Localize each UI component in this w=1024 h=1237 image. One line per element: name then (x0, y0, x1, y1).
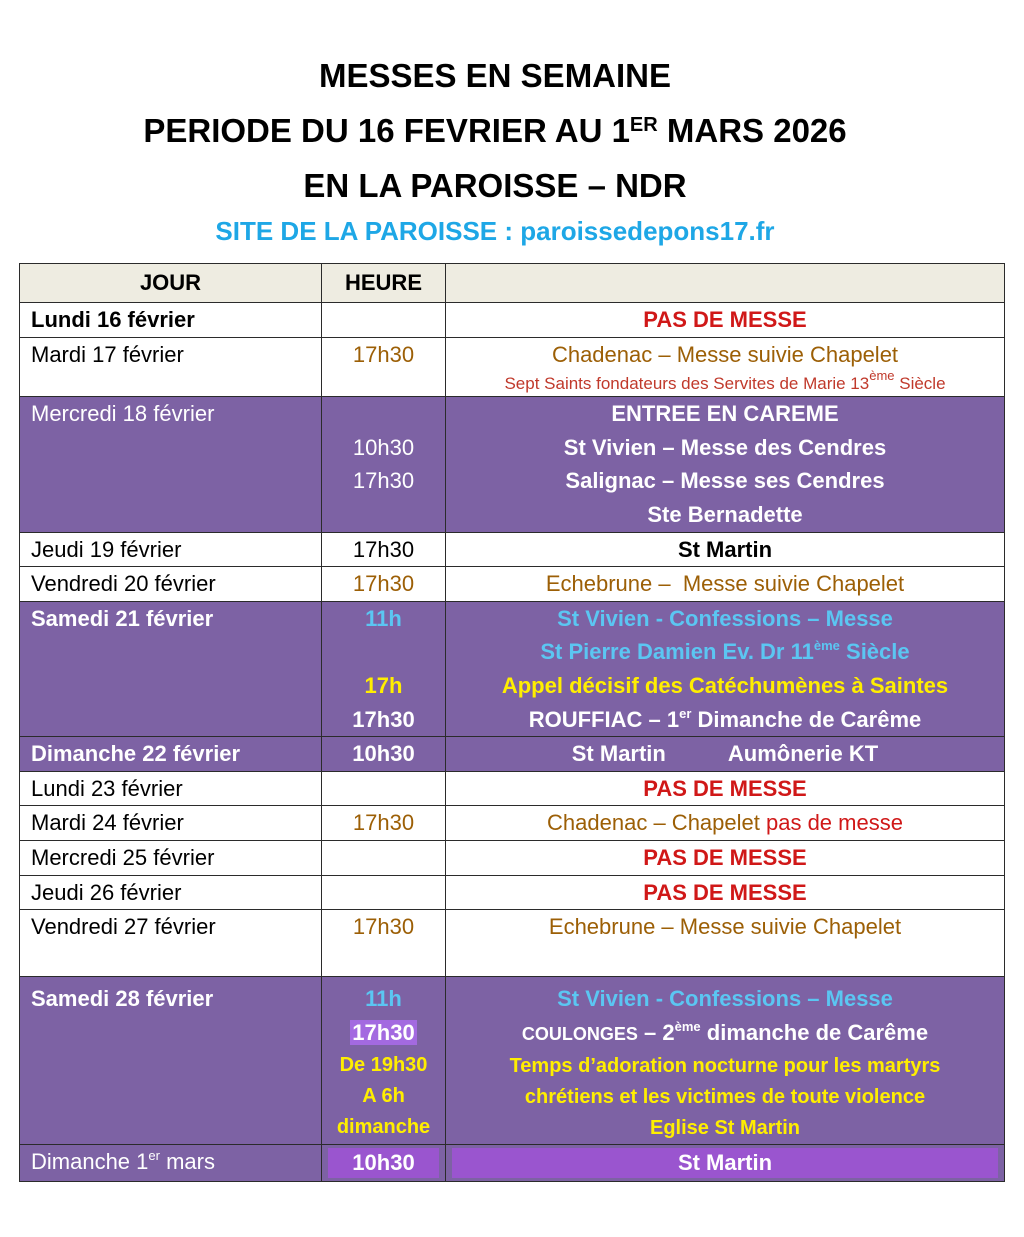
time-cell (322, 303, 446, 338)
event-cell (446, 532, 1005, 567)
event-cell (446, 1144, 1005, 1181)
table-row (20, 1144, 1005, 1181)
time-label: 11h (365, 986, 402, 1012)
time-label: 11h (365, 605, 402, 631)
time-label: A 6h (362, 1084, 405, 1107)
table-row (20, 601, 1005, 736)
table-row (20, 737, 1005, 772)
event-label: Echebrune – Messe suivie Chapelet (545, 571, 905, 597)
event-label: Temps d’adoration nocturne pour les martyrs (509, 1054, 941, 1077)
day-cell (20, 303, 322, 338)
time-label: 17h30 (352, 536, 415, 562)
day-cell (20, 567, 322, 602)
event-label: St Vivien – Messe des Cendres (563, 434, 887, 460)
saint-note (446, 368, 1004, 396)
event-b: pas de messe (765, 810, 903, 836)
day-label: Vendredi 27 février (31, 914, 216, 940)
table-row (20, 977, 1005, 1145)
title-line-2 (0, 103, 990, 158)
event-post: Dimanche de Carême (691, 706, 922, 732)
event-cell (446, 397, 1005, 532)
day-label (31, 1145, 321, 1179)
schedule-table (19, 263, 1005, 1182)
event-pre: St Pierre Damien Ev. Dr 11 (540, 639, 814, 665)
day-label: Jeudi 19 février (31, 536, 182, 562)
table-row (20, 771, 1005, 806)
time-cell (322, 771, 446, 806)
time-label: 17h30 (352, 468, 415, 494)
day-label: Samedi 28 février (31, 986, 214, 1012)
day-label: Mardi 24 février (31, 810, 184, 836)
day-label: Mercredi 25 février (31, 844, 215, 870)
time-cell (322, 840, 446, 875)
event-label (446, 737, 1004, 771)
time-cell (322, 737, 446, 772)
event-label: PAS DE MESSE (643, 775, 807, 801)
table-row (20, 532, 1005, 567)
title-line-2-sup: ER (629, 114, 658, 136)
time-label: dimanche (336, 1115, 431, 1138)
saint-note-pre: Sept Saints fondateurs des Servites de Marie 13 (504, 374, 870, 394)
table-row (20, 567, 1005, 602)
event-label: St Vivien - Confessions – Messe (557, 986, 893, 1012)
time-label: 17h30 (352, 706, 415, 732)
time-cell (322, 806, 446, 841)
time-label: 17h30 (352, 571, 415, 597)
time-label: 10h30 (352, 434, 415, 460)
event-cell (446, 840, 1005, 875)
table-row (20, 303, 1005, 338)
day-cell (20, 806, 322, 841)
event-cell (446, 601, 1005, 736)
event-label: St Martin (452, 1148, 998, 1178)
event-label: Salignac – Messe ses Cendres (565, 468, 885, 494)
table-row (20, 806, 1005, 841)
event-cell (446, 737, 1005, 772)
event-sup: ème (813, 638, 840, 654)
header-event (446, 264, 1005, 303)
title-line-2-pre: PERIODE DU 16 FEVRIER AU 1 (143, 112, 630, 149)
event-label: PAS DE MESSE (643, 307, 807, 332)
time-cell (322, 601, 446, 736)
day-cell (20, 910, 322, 977)
event-mid: – 2 (637, 1019, 675, 1045)
day-label: Lundi 16 février (31, 307, 195, 332)
event-label: Appel décisif des Catéchumènes à Saintes (501, 672, 949, 698)
event-label (446, 635, 1004, 669)
event-cell (446, 567, 1005, 602)
table-row (20, 875, 1005, 910)
time-cell (322, 1144, 446, 1181)
saint-note-sup: ème (869, 368, 895, 384)
title-line-3: EN LA PAROISSE – NDR (303, 167, 687, 204)
event-label (446, 703, 1004, 737)
event-pre: COULONGES (521, 1023, 638, 1044)
event-label: Eglise St Martin (649, 1116, 801, 1139)
saint-note-post: Siècle (894, 374, 946, 394)
day-post: mars (159, 1148, 215, 1174)
event-sup: er (679, 705, 692, 721)
event-label: St Vivien - Confessions – Messe (557, 605, 893, 631)
day-cell (20, 977, 322, 1145)
day-label: Vendredi 20 février (31, 571, 216, 597)
event-a: St Martin (571, 741, 666, 767)
time-label: 17h (364, 672, 403, 698)
event-sup: ème (674, 1018, 701, 1034)
event-cell (446, 337, 1005, 397)
day-cell (20, 397, 322, 532)
day-cell (20, 601, 322, 736)
event-cell (446, 875, 1005, 910)
time-label: 17h30 (352, 341, 415, 367)
event-label: Echebrune – Messe suivie Chapelet (548, 914, 902, 940)
event-label: ENTREE EN CAREME (611, 401, 839, 427)
day-cell (20, 771, 322, 806)
event-a: Chadenac – Chapelet (547, 810, 766, 836)
page-header (0, 48, 990, 249)
day-label: Samedi 21 février (31, 605, 214, 631)
day-label: Jeudi 26 février (31, 879, 182, 905)
event-cell (446, 977, 1005, 1145)
day-cell (20, 737, 322, 772)
event-post: Siècle (839, 639, 910, 665)
day-cell (20, 840, 322, 875)
event-label: St Martin (677, 536, 773, 562)
day-cell (20, 875, 322, 910)
table-row (20, 397, 1005, 532)
event-cell (446, 910, 1005, 977)
event-label: Ste Bernadette (647, 501, 803, 527)
time-cell (322, 977, 446, 1145)
time-label: De 19h30 (339, 1053, 428, 1076)
time-cell (322, 337, 446, 397)
day-cell (20, 532, 322, 567)
day-label: Mardi 17 février (31, 341, 184, 367)
event-cell (446, 806, 1005, 841)
title-line-1: MESSES EN SEMAINE (318, 57, 672, 94)
event-label (446, 806, 1004, 840)
table-row (20, 840, 1005, 875)
time-cell (322, 567, 446, 602)
time-cell (322, 910, 446, 977)
event-label: Chadenac – Messe suivie Chapelet (551, 341, 899, 367)
day-cell (20, 1144, 322, 1181)
time-label: 17h30 (352, 1019, 415, 1045)
event-cell (446, 303, 1005, 338)
event-label: chrétiens et les victimes de toute violence (524, 1085, 926, 1108)
time-label: 17h30 (352, 810, 415, 836)
time-label: 10h30 (352, 741, 415, 767)
day-cell (20, 337, 322, 397)
event-label: PAS DE MESSE (643, 879, 807, 905)
event-cell (446, 771, 1005, 806)
day-label: Lundi 23 février (31, 775, 183, 801)
time-cell (322, 875, 446, 910)
title-line-2-post: MARS 2026 (657, 112, 847, 149)
header-jour: JOUR (20, 264, 322, 303)
event-post: dimanche de Carême (700, 1019, 929, 1045)
time-label: 10h30 (328, 1148, 439, 1178)
time-cell (322, 532, 446, 567)
table-header-row (20, 264, 1005, 303)
header-heure: HEURE (322, 264, 446, 303)
day-label: Dimanche 22 février (31, 741, 241, 767)
event-label (446, 1016, 1004, 1051)
day-pre: Dimanche 1 (31, 1148, 149, 1174)
parish-site-line: SITE DE LA PAROISSE : paroissedepons17.fr (215, 216, 775, 246)
table-row (20, 337, 1005, 397)
time-cell (322, 397, 446, 532)
day-sup: er (148, 1147, 160, 1163)
table-row (20, 910, 1005, 977)
day-label: Mercredi 18 février (31, 401, 215, 427)
time-label: 17h30 (352, 914, 415, 940)
event-pre: ROUFFIAC – 1 (528, 706, 680, 732)
event-label: PAS DE MESSE (643, 844, 807, 870)
event-b: Aumônerie KT (727, 741, 879, 767)
